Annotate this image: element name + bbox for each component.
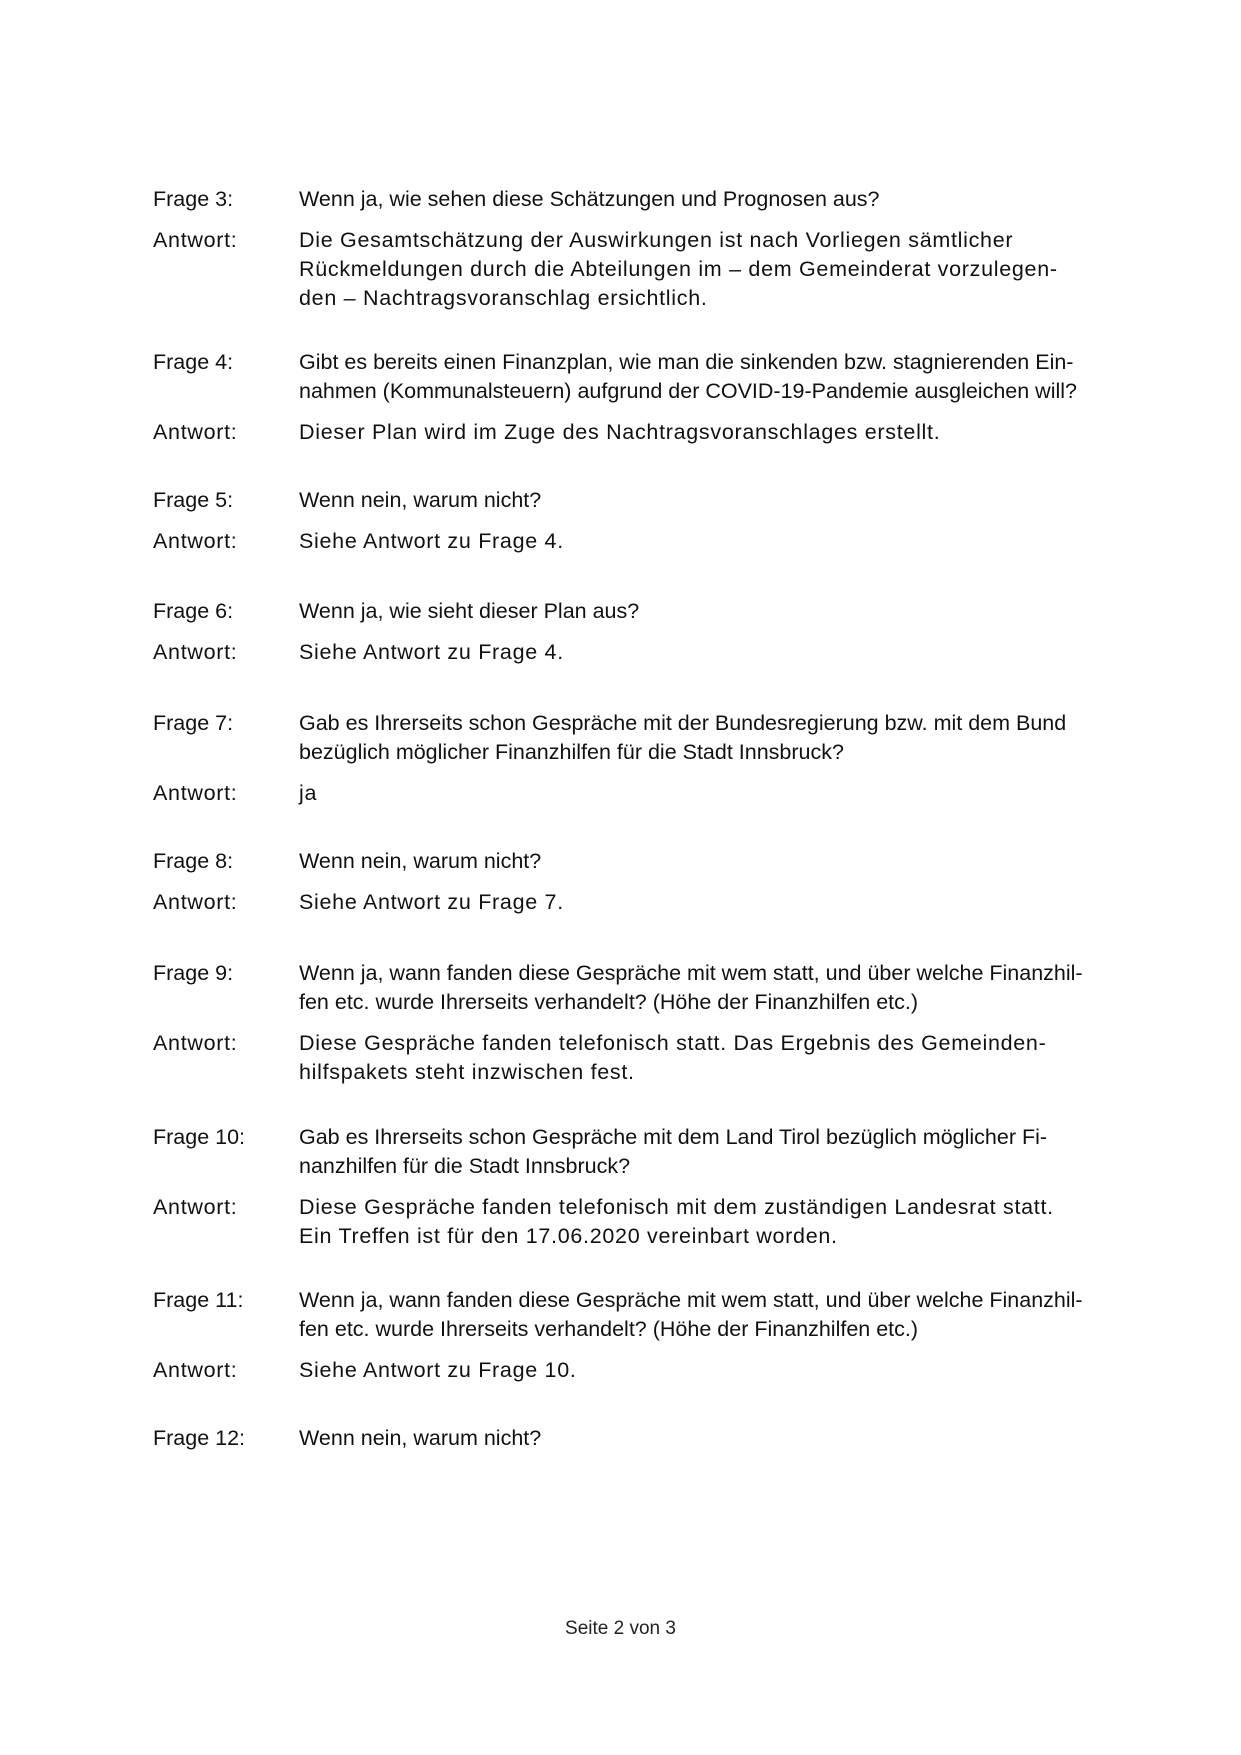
question-row (153, 1286, 1143, 1344)
question-text (299, 1123, 1143, 1181)
answer-label: Antwort: (153, 1195, 238, 1219)
question-row (153, 597, 1143, 626)
question-label: Frage 9: (153, 961, 234, 985)
question-line: nahmen (Kommunalsteuern) aufgrund der COVID-19-Pandemie ausgleichen will? (299, 379, 1077, 403)
answer-line: den – Nachtragsvoranschlag ersichtlich. (299, 286, 708, 310)
question-row (153, 1424, 1143, 1453)
qa-block-frage-5 (153, 486, 1143, 556)
answer-text: ja (299, 781, 318, 805)
qa-block-frage-7 (153, 709, 1143, 808)
question-row (153, 348, 1143, 406)
question-row (153, 709, 1143, 767)
answer-text (299, 1193, 1143, 1251)
question-line: fen etc. wurde Ihrerseits verhandelt? (Höhe der Finanzhilfen etc.) (299, 990, 919, 1014)
answer-label: Antwort: (153, 1358, 238, 1382)
answer-line: hilfspakets steht inzwischen fest. (299, 1060, 635, 1084)
answer-label: Antwort: (153, 228, 238, 252)
answer-line: Diese Gespräche fanden telefonisch statt. Das Ergebnis des Gemeinden- (299, 1031, 1047, 1055)
question-line: Wenn ja, wann fanden diese Gespräche mit wem statt, und über welche Finanzhil- (299, 1288, 1083, 1312)
question-line: Gab es Ihrerseits schon Gespräche mit der Bundesregierung bzw. mit dem Bund (299, 711, 1067, 735)
answer-row (153, 418, 1143, 447)
answer-row (153, 638, 1143, 667)
answer-row (153, 226, 1143, 313)
question-line: bezüglich möglicher Finanzhilfen für die Stadt Innsbruck? (299, 740, 844, 764)
answer-line: Rückmeldungen durch die Abteilungen im – dem Gemeinderat vorzulegen- (299, 257, 1058, 281)
question-label: Frage 12: (153, 1426, 246, 1450)
question-line: Wenn ja, wann fanden diese Gespräche mit wem statt, und über welche Finanzhil- (299, 961, 1083, 985)
question-line: Gab es Ihrerseits schon Gespräche mit dem Land Tirol bezüglich möglicher Fi- (299, 1125, 1048, 1149)
question-label: Frage 11: (153, 1288, 244, 1312)
answer-text: Siehe Antwort zu Frage 4. (299, 529, 564, 553)
answer-text: Siehe Antwort zu Frage 7. (299, 890, 564, 914)
answer-text (299, 1029, 1143, 1087)
answer-row (153, 779, 1143, 808)
question-text (299, 709, 1143, 767)
question-line: fen etc. wurde Ihrerseits verhandelt? (Höhe der Finanzhilfen etc.) (299, 1317, 919, 1341)
question-row (153, 185, 1143, 214)
question-row (153, 1123, 1143, 1181)
qa-block-frage-4 (153, 348, 1143, 447)
answer-line: Die Gesamtschätzung der Auswirkungen ist nach Vorliegen sämtlicher (299, 228, 1014, 252)
answer-label: Antwort: (153, 890, 238, 914)
qa-block-frage-12 (153, 1424, 1143, 1453)
question-text: Wenn ja, wie sehen diese Schätzungen und Prognosen aus? (299, 187, 880, 211)
qa-block-frage-6 (153, 597, 1143, 667)
answer-row (153, 527, 1143, 556)
page-number-footer: Seite 2 von 3 (565, 1618, 676, 1639)
question-text: Wenn nein, warum nicht? (299, 849, 542, 873)
answer-row (153, 1029, 1143, 1087)
question-label: Frage 6: (153, 599, 234, 623)
answer-text: Siehe Antwort zu Frage 4. (299, 640, 564, 664)
question-line: nanzhilfen für die Stadt Innsbruck? (299, 1154, 631, 1178)
question-text: Wenn nein, warum nicht? (299, 1426, 542, 1450)
question-line: Gibt es bereits einen Finanzplan, wie man die sinkenden bzw. stagnierenden Ein- (299, 350, 1074, 374)
answer-label: Antwort: (153, 420, 238, 444)
answer-line: Ein Treffen ist für den 17.06.2020 vereinbart worden. (299, 1224, 838, 1248)
answer-text (299, 226, 1143, 313)
answer-text: Siehe Antwort zu Frage 10. (299, 1358, 577, 1382)
answer-line: Diese Gespräche fanden telefonisch mit dem zuständigen Landesrat statt. (299, 1195, 1054, 1219)
question-text: Wenn nein, warum nicht? (299, 488, 542, 512)
answer-text: Dieser Plan wird im Zuge des Nachtragsvoranschlages erstellt. (299, 420, 941, 444)
answer-row (153, 1193, 1143, 1251)
question-text (299, 959, 1143, 1017)
question-text (299, 1286, 1143, 1344)
qa-block-frage-10 (153, 1123, 1143, 1251)
qa-block-frage-8 (153, 847, 1143, 917)
answer-label: Antwort: (153, 640, 238, 664)
question-label: Frage 8: (153, 849, 234, 873)
answer-label: Antwort: (153, 1031, 238, 1055)
qa-block-frage-3 (153, 185, 1143, 313)
question-text: Wenn ja, wie sieht dieser Plan aus? (299, 599, 640, 623)
question-label: Frage 5: (153, 488, 234, 512)
question-label: Frage 7: (153, 711, 234, 735)
answer-label: Antwort: (153, 781, 238, 805)
answer-label: Antwort: (153, 529, 238, 553)
qa-block-frage-11 (153, 1286, 1143, 1385)
answer-row (153, 888, 1143, 917)
question-label: Frage 4: (153, 350, 234, 374)
answer-row (153, 1356, 1143, 1385)
question-text (299, 348, 1143, 406)
qa-block-frage-9 (153, 959, 1143, 1087)
question-row (153, 847, 1143, 876)
question-label: Frage 10: (153, 1125, 246, 1149)
question-label: Frage 3: (153, 187, 234, 211)
question-row (153, 486, 1143, 515)
question-row (153, 959, 1143, 1017)
